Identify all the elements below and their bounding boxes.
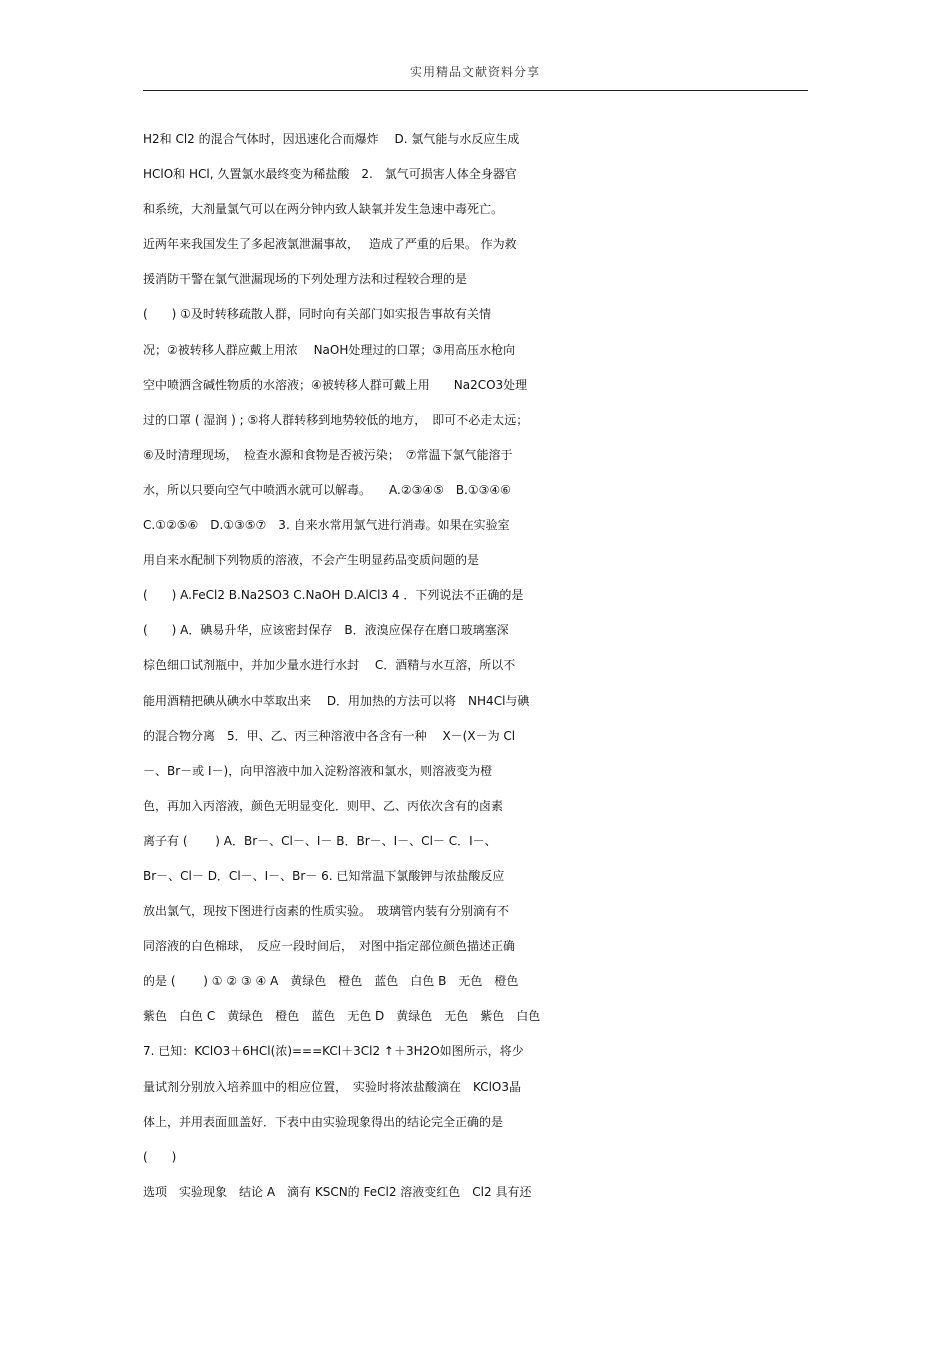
text-line: 的是 ( ) ① ② ③ ④ A 黄绿色 橙色 蓝色 白色 B 无色 橙色 [143,974,519,989]
text-line: 选项 实验现象 结论 A 滴有 KSCN的 FeCl2 溶液变红色 Cl2 具有还 [143,1184,532,1199]
text-line: 空中喷洒含碱性物质的水溶液；④被转移人群可戴上用 Na2CO3处理 [143,377,528,392]
text-line: ⑥及时清理现场， 检查水源和食物是否被污染； ⑦常温下氯气能溶于 [143,447,513,462]
text-line: 量试剂分别放入培养皿中的相应位置， 实验时将浓盐酸滴在 KClO3晶 [143,1079,522,1094]
text-line: 放出氯气，现按下图进行卤素的性质实验。 玻璃管内装有分别滴有不 [143,904,510,919]
text-line: ( ) A．碘易升华，应该密封保存 B．液溴应保存在磨口玻璃塞深 [143,623,509,638]
text-line: 水，所以只要向空气中喷洒水就可以解毒。 A.②③④⑤ B.①③④⑥ [143,482,511,497]
header-divider [143,90,808,91]
text-line: 紫色 白色 C 黄绿色 橙色 蓝色 无色 D 黄绿色 无色 紫色 白色 [143,1009,541,1024]
text-line: 同溶液的白色棉球， 反应一段时间后， 对图中指定部位颜色描述正确 [143,939,516,954]
text-line: －、Br－或 I－)，向甲溶液中加入淀粉溶液和氯水，则溶液变为橙 [143,763,493,778]
page-header: 实用精品文献资料分享 [409,65,540,79]
text-line: 能用酒精把碘从碘水中萃取出来 D．用加热的方法可以将 NH4Cl与碘 [143,693,530,708]
text-line: 用自来水配制下列物质的溶液，不会产生明显药品变质问题的是 [143,553,480,568]
text-line: 的混合物分离 5．甲、乙、丙三种溶液中各含有一种 X－(X－为 Cl [143,728,516,743]
text-line: H2和 Cl2 的混合气体时，因迅速化合而爆炸 D. 氯气能与水反应生成 [143,132,520,146]
text-line: 7. 已知：KClO3＋6HCl(浓)===KCl＋3Cl2 ↑＋3H2O如图所示，将少 [143,1044,524,1059]
text-line: 过的口罩 ( 湿润 ) ; ⑤将人群转移到地势较低的地方， 即可不必走太远； [143,412,529,427]
text-line: 况；②被转移人群应戴上用浓 NaOH处理过的口罩；③用高压水枪向 [143,342,516,357]
document-body [143,122,813,1210]
text-line: 援消防干警在氯气泄漏现场的下列处理方法和过程较合理的是 [143,272,468,287]
text-line: 近两年来我国发生了多起液氯泄漏事故， 造成了严重的后果。 作为救 [143,237,517,252]
text-line: 体上，并用表面皿盖好．下表中由实验现象得出的结论完全正确的是 [143,1114,504,1129]
text-line: Br－、Cl－ D．Cl－、I－、Br－ 6. 已知常温下氯酸钾与浓盐酸反应 [143,868,505,883]
text-line: 离子有 ( ) A．Br－、Cl－、I－ B．Br－、I－、Cl－ C．I－、 [143,833,497,848]
text-line: ( ) ①及时转移疏散人群，同时向有关部门如实报告事故有关情 [143,307,491,322]
text-line: HClO和 HCl, 久置氯水最终变为稀盐酸 2. 氯气可损害人体全身器官 [143,167,517,182]
text-line: 棕色细口试剂瓶中，并加少量水进行水封 C．酒精与水互溶，所以不 [143,658,516,673]
text-line: C.①②⑤⑥ D.①③⑤⑦ 3. 自来水常用氯气进行消毒。如果在实验室 [143,518,510,533]
text-line: ( ) [143,1149,177,1164]
text-line: 和系统，大剂量氯气可以在两分钟内致人缺氧并发生急速中毒死亡。 [143,202,504,217]
text-line: ( ) A.FeCl2 B.Na2SO3 C.NaOH D.AlCl3 4 ．下列说法不正确的是 [143,588,524,603]
text-line: 色，再加入丙溶液，颜色无明显变化．则甲、乙、丙依次含有的卤素 [143,798,504,813]
